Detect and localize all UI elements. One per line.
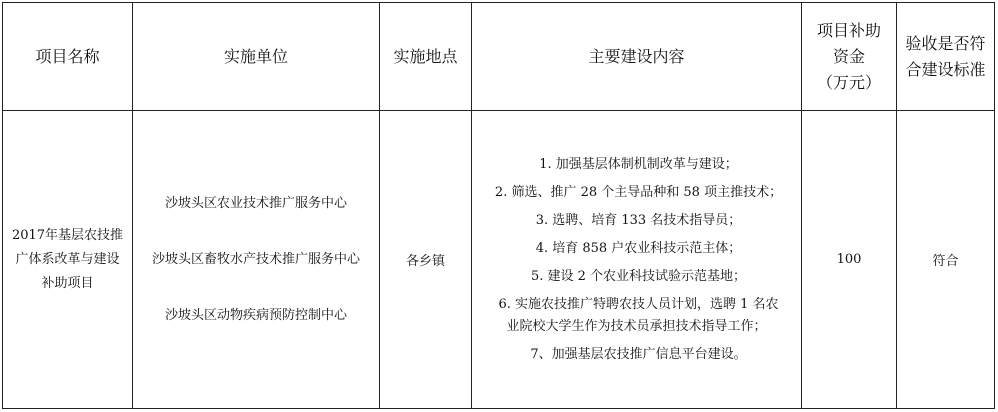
header-implementing-unit: 实施单位 [133, 3, 380, 111]
header-funds [802, 3, 897, 111]
project-table [2, 2, 995, 409]
header-acceptance [897, 3, 995, 111]
content-item: 2. 筛选、推广 28 个主导品种和 58 项主推技术； [494, 184, 783, 200]
location-cell: 各乡镇 [380, 111, 472, 409]
header-project-name: 项目名称 [3, 3, 133, 111]
table-row [3, 111, 995, 409]
header-acceptance-line: 验收是否符 [905, 33, 986, 53]
header-row [3, 3, 995, 111]
header-acceptance-line: 合建设标准 [905, 59, 986, 79]
content-item: 5. 建设 2 个农业科技试验示范基地； [530, 268, 747, 284]
acceptance-cell: 符合 [897, 111, 995, 409]
content-item: 3. 选聘、培育 133 名技术指导员； [535, 212, 742, 228]
content-item: 6. 实施农技推广特聘农技人员计划，选聘 1 名农 [498, 296, 779, 312]
unit-item: 沙坡头区畜牧水产技术推广服务中心 [151, 251, 360, 267]
unit-item: 沙坡头区动物疾病预防控制中心 [164, 307, 347, 323]
funds-cell: 100 [802, 111, 897, 409]
header-funds-line: 项目补助 [816, 20, 881, 40]
header-main-content: 主要建设内容 [472, 3, 802, 111]
main-content-cell [472, 111, 802, 409]
project-name-cell [3, 111, 133, 409]
header-funds-line: （万元） [816, 72, 881, 92]
content-item: 1. 加强基层体制机制改革与建设； [539, 156, 738, 172]
header-location: 实施地点 [380, 3, 472, 111]
content-item: 7、加强基层农技推广信息平台建设。 [530, 346, 747, 362]
project-name-line: 广体系改革与建设 [15, 251, 120, 267]
content-item-continuation: 业院校大学生作为技术员承担技术指导工作； [506, 318, 767, 334]
content-item: 4. 培育 858 户农业科技示范主体； [535, 240, 742, 256]
implementing-unit-cell [133, 111, 380, 409]
unit-item: 沙坡头区农业技术推广服务中心 [164, 195, 347, 211]
project-name-line: 补助项目 [41, 275, 94, 291]
header-funds-line: 资金 [832, 46, 865, 66]
project-name-line: 2017年基层农技推 [11, 227, 124, 243]
